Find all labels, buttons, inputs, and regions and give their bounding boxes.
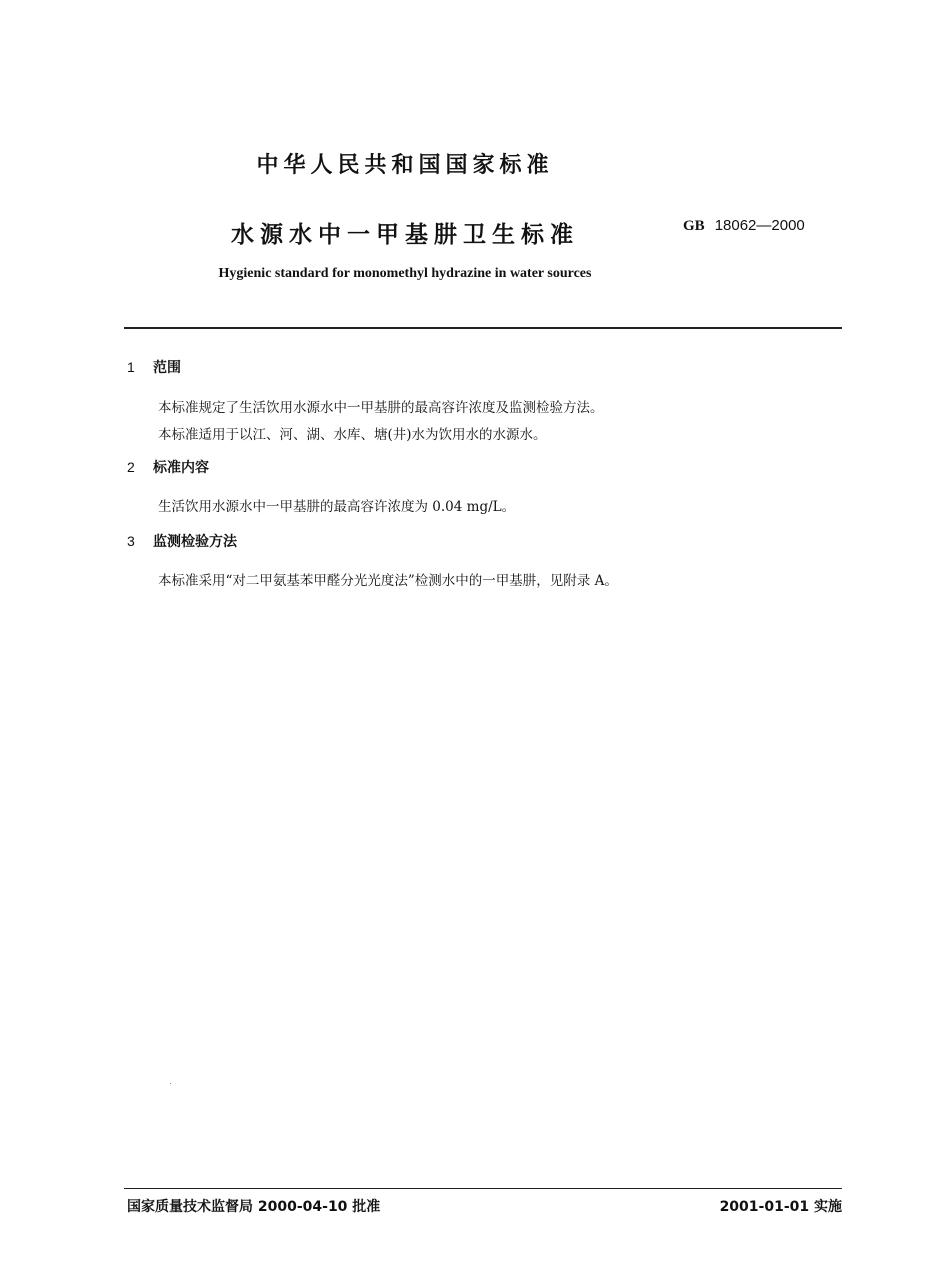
section-number: 2 [127,459,135,475]
section-title: 监测检验方法 [153,534,237,550]
section-title: 范围 [153,360,181,376]
standard-number [683,216,805,235]
standard-code: 18062—2000 [714,217,805,234]
implementation-line: 2001-01-01 实施 [719,1199,842,1215]
approval-line: 国家质量技术监督局 2000-04-10 批准 [127,1199,381,1215]
section-title: 标准内容 [153,460,209,476]
header-divider [124,327,842,329]
national-standard-label: 中华人民共和国国家标准 [256,153,554,178]
section-heading-method [127,531,237,551]
english-title: Hygienic standard for monomethyl hydrazine in water sources [218,266,592,281]
paragraph-scope-2: 本标准适用于以江、河、湖、水库、塘(井)水为饮用水的水源水。 [158,427,547,443]
document-title: 水源水中一甲基肼卫生标准 [231,222,579,248]
section-heading-content [127,457,209,477]
paragraph-content-1: 生活饮用水源水中一甲基肼的最高容许浓度为 0.04 mg/L。 [158,499,516,515]
standard-prefix: GB [683,218,705,234]
section-number: 3 [127,533,135,549]
section-heading-scope [127,357,181,377]
scan-speck [170,1083,171,1084]
section-number: 1 [127,359,135,375]
footer-divider [124,1188,842,1189]
paragraph-method-1: 本标准采用“对二甲氨基苯甲醛分光光度法”检测水中的一甲基肼，见附录 A。 [158,573,618,589]
paragraph-scope-1: 本标准规定了生活饮用水源水中一甲基肼的最高容许浓度及监测检验方法。 [158,400,604,416]
